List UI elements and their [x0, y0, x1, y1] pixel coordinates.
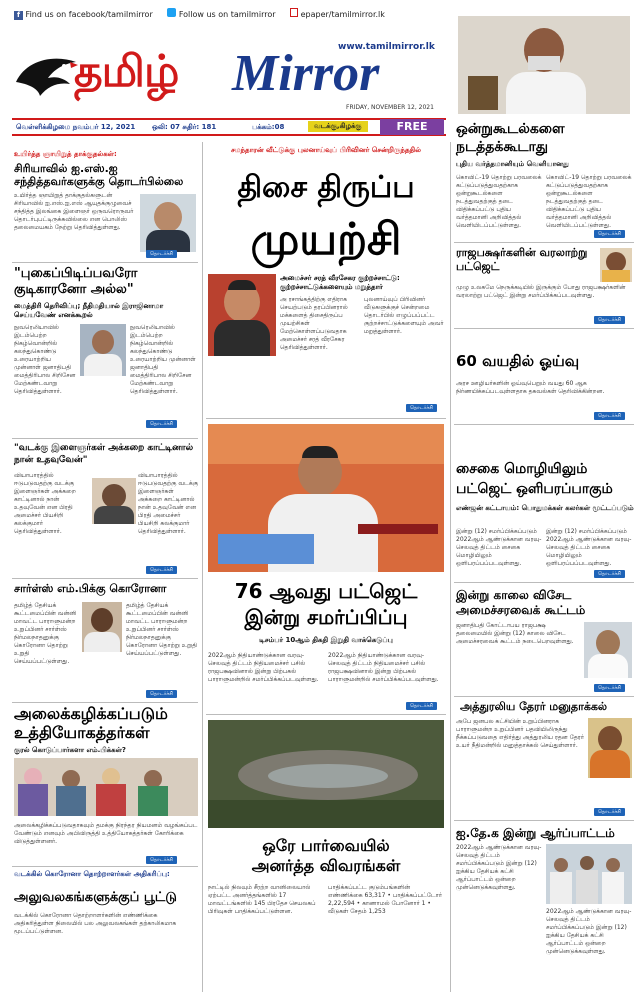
budget-more-button[interactable]: தொடர்ச்சி — [406, 702, 437, 710]
twitter-icon — [167, 8, 176, 17]
s1-kicker: உயிர்த்த ஞாயிறுத் தாக்குதல்கள்: — [14, 150, 117, 158]
s6-headline[interactable]: அலுவலகங்களுக்குப் பூட்டு — [14, 890, 177, 905]
budget-headline-line2[interactable]: இன்று சமர்ப்பிப்பு — [244, 605, 408, 629]
r7-body: 2022ஆம் ஆண்டுக்கான வரவு-செலவுத் திட்டம் சமர்ப்பிக்கப்படும் இன்று (12) ஐக்கிய தேசியக் கட்சி ஆர்ப்பாட்டம் ஒன்றை முன்னெடுக்கவுள்ளது. — [456, 844, 542, 891]
region-badge: வடக்கு,கிழக்கு — [308, 121, 368, 132]
flood-body: நாட்டில் நிலவும் சீரற்ற வானிலையால் ஏற்பட்ட அனர்த்தங்களில் 17 மாவட்டங்களில் 145 பிரதேச செயலகப் பிரிவுகள் பாதிக்கப்பட்டுள்ளன. — [208, 884, 316, 915]
flood-stats: பாதிக்கப்பட்ட குடும்பங்களின் எண்ணிக்கை 63,317 • பாதிக்கப்பட்டோர் 2,22,594 • காணாமல் போனோர் 1 • வீடுகள் சேதம் 1,253 — [328, 884, 443, 915]
epaper-link[interactable]: epaper/tamilmirror.lk — [300, 10, 385, 19]
r1-headline[interactable]: ஒன்றுகூடல்களை நடத்தக்கூடாது — [456, 121, 565, 155]
r1-subhead: புதிய வர்த்தமானியும் வெளியானது — [456, 160, 569, 168]
s3-body: வியாபாரத்தில் ஈடுபடுவதற்கு வடக்கு இளைஞர்கள் அக்கறை காட்டினால் நான் உதவுவேன் என பிரதி அமைச்சர் பியசிறி கலக்குமார் தெரிவித்துள்ளார். — [14, 472, 76, 535]
lead-more-button[interactable]: தொடர்ச்சி — [406, 404, 437, 412]
budget-headline-line1[interactable]: 76 ஆவது பட்ஜெட் — [234, 579, 418, 603]
r4-headline-line2[interactable]: பட்ஜெட் ஒளிபரப்பாகும் — [456, 481, 613, 497]
s2-body: நுவரெலியாவில் இடம்பெற்ற நிகழ்வொன்றில் கலந்துகொண்டு உரையாற்றிய முன்னாள் ஜனாதிபதி மைத்திரிபால சிறிசேன மேற்கண்டவாறு தெரிவித்துள்ளார். — [14, 324, 76, 395]
budget-photo — [208, 424, 444, 572]
facebook-link[interactable]: Find us on facebook/tamilmirror — [25, 10, 153, 19]
issue-date: FRIDAY, NOVEMBER 12, 2021 — [346, 104, 434, 111]
epaper-icon — [290, 8, 298, 17]
website-url[interactable]: www.tamilmirror.lk — [338, 42, 435, 52]
r3-body: அரச ஊழியர்களின் ஓய்வுபெறும் வயது 60 ஆக நிர்ணயிக்கப்படவுள்ளதாக தகவல்கள் தெரிவிக்கின்றன. — [456, 380, 605, 395]
s6-body: வடக்கில் கொரோனா தொற்றாளர்களின் எண்ணிக்கை அதிகரித்துள்ள நிலையில் பல அலுவலகங்கள் தற்காலிகமாக மூடப்பட்டுள்ளன. — [14, 912, 177, 935]
info-bar — [12, 118, 446, 136]
r7-headline[interactable]: ஐ.தே.க இன்று ஆர்ப்பாட்டம் — [456, 826, 615, 840]
r7-body-b: 2022ஆம் ஆண்டுக்கான வரவு-செலவுத் திட்டம் சமர்ப்பிக்கப்படும் இன்று (12) ஐக்கிய தேசியக் கட்சி ஆர்ப்பாட்டம் ஒன்றை முன்னெடுக்கவுள்ளது. — [546, 908, 632, 955]
flood-headline-line1[interactable]: ஒரே பார்வையில் — [262, 836, 390, 855]
r5-photo — [584, 622, 632, 678]
s1-body: உயிர்த்த ஞாயிறுத் தாக்குதல்களுடன் சிரியாவில் ஐ.எஸ்.ஐ.எஸ் ஆயுதக்குழுவைச் சந்தித்த இலங்கை இளைஞர் ஒருவரொருவர் தொடர்புபட்டிருக்கவில்லை என பொலிஸ் தலைமையகம் நேற்று தெரிவித்துள்ளது. — [14, 192, 134, 231]
s4-headline[interactable]: சார்ள்ஸ் எம்.பிக்கு கொரோனா — [14, 582, 167, 595]
r1-body-b: கொவிட்-19 தொற்று பரவலைக் கட்டுப்படுத்துவதற்காக ஒன்றுகூடல்களை நடத்துவதற்குத் தடை விதிக்கப்பட்டு புதிய வர்த்தமானி அறிவித்தல் வெளியிடப்பட்டுள்ளது. — [546, 174, 632, 229]
r5-headline[interactable]: இன்று காலை விசேட அமைச்சரவைக் கூட்டம் — [456, 588, 586, 617]
lead-body-a: அ ரசாங்கத்திற்கு எதிராக செயற்படும் தரப்பினரால் மக்களைத் திசைதிருப்ப முயற்சிகள் மேற்கொள்ளப்படுவதாக அமைச்சர் சரத் வீரசேகர தெரிவித்துள்ளார். — [280, 296, 348, 351]
r2-headline[interactable]: ராஜபக்ஷர்களின் வரலாற்று பட்ஜெட் — [456, 246, 588, 273]
r1-body-a: கொவிட்-19 தொற்று பரவலைக் கட்டுப்படுத்துவதற்காக ஒன்றுகூடல்களை நடத்துவதற்குத் தடை விதிக்கப்பட்டு புதிய வர்த்தமானி அறிவித்தல் வெளியிடப்பட்டுள்ளது. — [456, 174, 542, 229]
r2-more-button[interactable]: தொடர்ச்சி — [594, 316, 625, 324]
center-column — [206, 142, 446, 992]
s3-headline[interactable]: "வடக்கு இளைஞர்கள் அக்கறை காட்டினால் நான் உதவுவேன்" — [14, 443, 194, 465]
s6-kicker: வடக்கில் கொரோனா தொற்றாளர்கள் அதிகரிப்பு: — [14, 870, 170, 878]
r3-headline[interactable]: 60 வயதில் ஓய்வு — [456, 352, 580, 370]
s2-subhead: மைத்திரி தெரிவிப்பு; நீதிமதியால் இராஜினாமா செய்யவேண் எனக்கூறல் — [14, 302, 164, 319]
r2-photo — [600, 248, 632, 282]
price-badge: FREE — [380, 119, 444, 135]
logo-latin: Mirror — [232, 45, 380, 102]
r4-headline-line1[interactable]: சைகை மொழியிலும் — [456, 461, 588, 477]
budget-body-b: 2022ஆம் நிதியாண்டுக்கான வரவு-செலவுத் திட்டம் நிதியமைச்சர் பசில் ராஜபக்ஷவினால் இன்று பிற்பகல் பாராளுமன்றில் சமர்ப்பிக்கப்படவுள்ளது. — [328, 652, 439, 683]
issue-number: ஒலி: 07 சுதிர்: 181 — [152, 123, 217, 131]
eagle-logo-icon — [14, 52, 78, 100]
budget-body-a: 2022ஆம் நிதியாண்டுக்கான வரவு-செலவுத் திட்டம் நிதியமைச்சர் பசில் ராஜபக்ஷவினால் இன்று பிற்பகல் பாராளுமன்றில் சமர்ப்பிக்கப்படவுள்ளது. — [208, 652, 319, 683]
s1-more-button[interactable]: தொடர்ச்சி — [146, 250, 177, 258]
s5-photo — [14, 758, 198, 816]
r5-more-button[interactable]: தொடர்ச்சி — [594, 684, 625, 692]
s2-body-cont: நுவரெலியாவில் இடம்பெற்ற நிகழ்வொன்றில் கலந்துகொண்டு உரையாற்றிய முன்னாள் ஜனாதிபதி மைத்திரிபால சிறிசேன மேற்கண்டவாறு தெரிவித்துள்ளார். — [130, 324, 196, 395]
s3-more-button[interactable]: தொடர்ச்சி — [146, 566, 177, 574]
lead-headline-line2[interactable]: முயற்சி — [250, 214, 402, 265]
r7-photo — [546, 844, 632, 904]
r1-more-button[interactable]: தொடர்ச்சி — [594, 230, 625, 238]
r6-photo — [588, 718, 632, 778]
s5-subhead: குரல் கொடுப்பார்களா எம்.பிக்கள்? — [14, 746, 126, 754]
r4-body-b: இன்று (12) சமர்ப்பிக்கப்படும் 2022ஆம் ஆண்டுக்கான வரவு-செலவுத் திட்டம் சைகை மொழியிலும் ஒளிபரப்பப்படவுள்ளது. — [546, 528, 632, 567]
s5-more-button[interactable]: தொடர்ச்சி — [146, 856, 177, 864]
s2-more-button[interactable]: தொடர்ச்சி — [146, 420, 177, 428]
s4-photo — [82, 602, 122, 652]
lead-body-b: புலனாய்வுப் பிரிவினர் வீடுகளுக்குச் சென்றமை தொடர்பில் எழுப்பப்பட்ட குற்றச்சாட்டுக்களையும் அவர் மறுத்துள்ளார். — [364, 296, 444, 335]
date-tamil: வெள்ளிக்கிழமை நவம்பர் 12, 2021 — [16, 123, 136, 131]
twitter-link[interactable]: Follow us on tamilmirror — [178, 10, 276, 19]
s4-more-button[interactable]: தொடர்ச்சி — [146, 690, 177, 698]
s4-body-cont: தமிழ்த் தேசியக் கூட்டமைப்பின் வன்னி மாவட்ட பாராளுமன்ற உறுப்பினர் சார்ள்ஸ் நிர்மலநாதனுக்கு கொரோனா தொற்று உறுதி செய்யப்பட்டுள்ளது. — [126, 602, 198, 657]
r3-more-button[interactable]: தொடர்ச்சி — [594, 412, 625, 420]
lead-kicker: சமந்தாரன் வீட்டுக்கு புலனாய்வுப் பிரிவினர் சென்றிருந்ததில் — [231, 146, 421, 154]
flood-headline-line2[interactable]: அனர்த்த விவரங்கள் — [251, 856, 401, 875]
lead-subhead: அமைச்சர் சரத் வீரசேகர குற்றச்சாட்டு: குற்றச்சாட்டுக்களையும் மறுத்தார் — [280, 274, 400, 291]
logo-tamil: தமிழ் — [74, 46, 179, 97]
r5-body: ஜனாதிபதி கோட்டாபய ராஜபக்ஷ தலைமையில் இன்று (12) காலை விசேட அமைச்சரவைக் கூட்டம் நடைபெறவுள்ளது. — [456, 622, 574, 645]
s2-photo — [80, 324, 126, 376]
flood-photo — [208, 720, 444, 828]
r4-subhead: எண்ஜன் கட்டாயம்: பொதுமக்கள் கலர்கள் மூட்டப்படும் — [456, 504, 634, 512]
s4-body: தமிழ்த் தேசியக் கூட்டமைப்பின் வன்னி மாவட்ட பாராளுமன்ற உறுப்பினர் சார்ள்ஸ் நிர்மலநாதனுக்கு கொரோனா தொற்று உறுதி செய்யப்பட்டுள்ளது. — [14, 602, 77, 665]
s5-body: அலைக்கழிக்கப்படுவதாகவும் தமக்கு நிரந்தர நியமனம் வழங்கப்பட வேண்டும் எனவும் அபிவிருத்தி உத்தியோகத்தர்கள் கோரிக்கை விடுத்துள்ளனர். — [14, 822, 198, 845]
lead-headline-line1[interactable]: திசை திருப்ப — [237, 170, 415, 205]
left-column — [12, 142, 198, 992]
s2-headline[interactable]: "புகைப்பிடிப்பவரோ குடிகாரனோ அல்ல" — [14, 266, 138, 297]
s3-body-cont: வியாபாரத்தில் ஈடுபடுவதற்கு வடக்கு இளைஞர்கள் அக்கறை காட்டினால் நான் உதவுவேன் என பிரதி அமைச்சர் பியசிறி கலக்குமார் தெரிவித்துள்ளார். — [138, 472, 198, 535]
r2-body: முழு உலகமே நெருக்கடியில் இருக்கும் போது ராஜபக்ஷர்களின் வரலாற்று பட்ஜெட் இன்று சமர்ப்பிக்கப்படவுள்ளது. — [456, 284, 626, 299]
r6-body: அபே ஜனபல கட்சியின் உறுப்பினராக பாராளுமன்ற உறுப்பினர் பதவியிலிருந்து நீக்கப்படுவதை எதிர்த்து அத்துரலிய ரதன தேரர் உயர் நீதிமன்றில் மனுத்தாக்கல் செய்துள்ளார். — [456, 718, 584, 749]
page-count: பக்கம்:08 — [252, 123, 285, 131]
r6-headline[interactable]: அத்துரலிய தேரர் மனுதாக்கல் — [460, 700, 608, 713]
top-right-photo — [458, 16, 630, 114]
r6-more-button[interactable]: தொடர்ச்சி — [594, 808, 625, 816]
s1-headline[interactable]: சிரியாவில் ஐ.எஸ்.ஐ சந்தித்தவர்களுக்கு தொடர்பில்லை — [14, 162, 184, 188]
s5-headline[interactable]: அலைக்கழிக்கப்படும் உத்தியோகத்தர்கள் — [14, 704, 168, 742]
lead-photo — [208, 274, 276, 356]
social-bar — [14, 8, 444, 22]
facebook-icon: f — [14, 11, 23, 20]
right-column — [454, 118, 634, 992]
budget-subhead: டிசம்பர் 10ஆம் திகதி இறுதி வாக்கெடுப்பு — [259, 636, 393, 644]
r4-more-button[interactable]: தொடர்ச்சி — [594, 570, 625, 578]
masthead — [0, 0, 452, 118]
s3-photo — [92, 478, 136, 524]
s1-photo — [140, 194, 196, 252]
r4-body-a: இன்று (12) சமர்ப்பிக்கப்படும் 2022ஆம் ஆண்டுக்கான வரவு-செலவுத் திட்டம் சைகை மொழியிலும் ஒளிபரப்பப்படவுள்ளது. — [456, 528, 542, 567]
